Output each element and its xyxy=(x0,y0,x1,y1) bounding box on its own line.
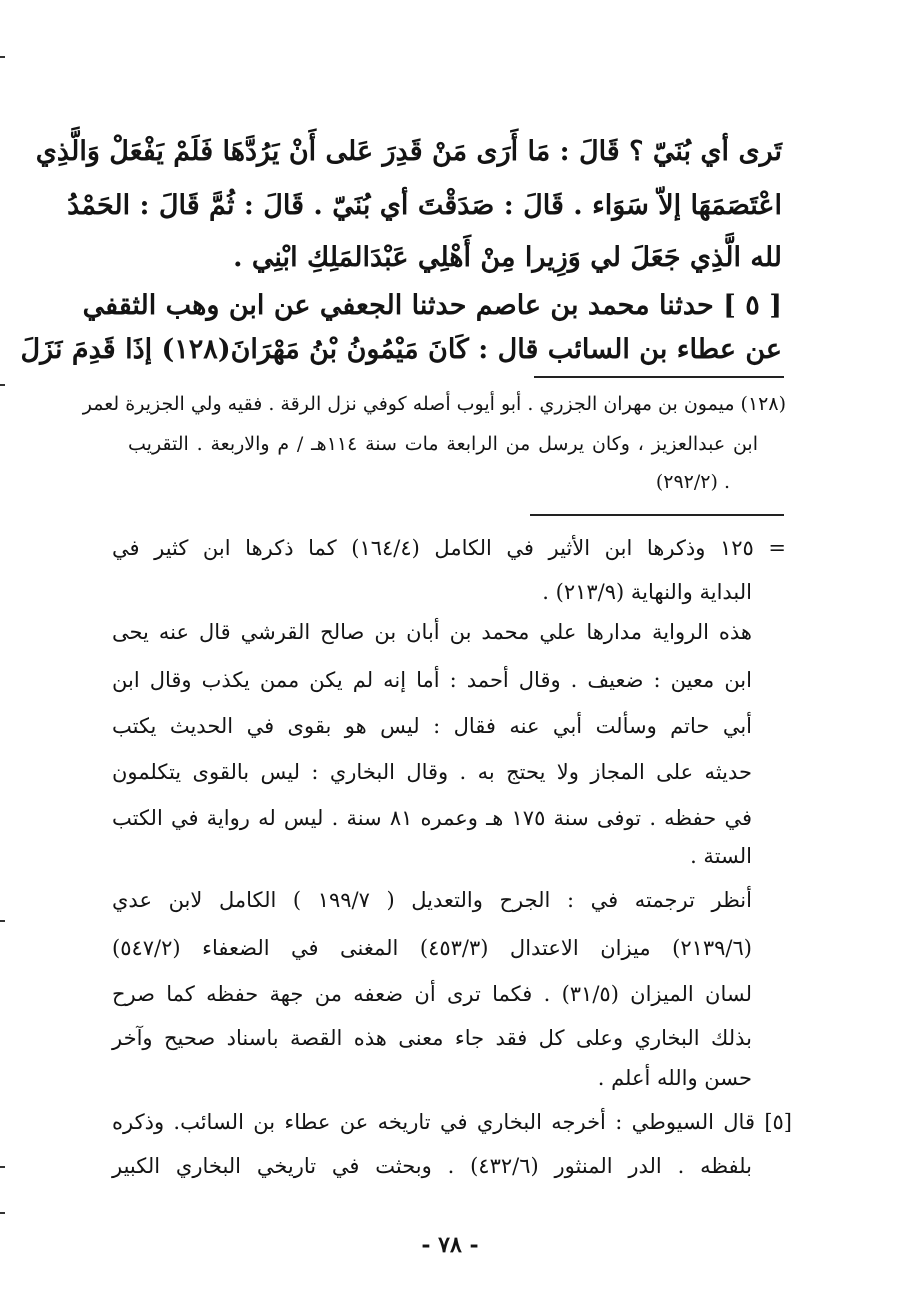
commentary-line: [٥] قال السيوطي : أخرجه البخاري في تاريخه عن عطاء بن السائب. وذكره xyxy=(112,1110,792,1134)
main-text-line: تَرى أي بُنَيّ ؟ قَالَ : مَا أَرَى مَنْ قَدِرَ عَلى أَنْ يَرُدَّهَا فَلَمْ يَفْعَلْ وَالَّذِي xyxy=(35,136,782,167)
footnote-line: ابن عبدالعزيز ، وكان يرسل من الرابعة مات سنة ١١٤هـ / م والاربعة . التقريب xyxy=(128,433,758,455)
narration-line: [ ٥ ] حدثنا محمد بن عاصم حدثنا الجعفي عن ابن وهب الثقفي xyxy=(82,290,782,321)
narration-line: عن عطاء بن السائب قال : كَانَ مَيْمُونُ بْنُ مَهْرَانَ(١٢٨) إذَا قَدِمَ نَزَلَ xyxy=(20,334,782,365)
main-text-line: لله الَّذِي جَعَلَ لي وَزِيرا مِنْ أَهْلِي عَبْدَالمَلِكِ ابْنِي . xyxy=(233,242,782,273)
commentary-line: حديثه على المجاز ولا يحتج به . وقال البخاري : ليس بالقوى يتكلمون xyxy=(112,760,752,784)
commentary-line: ابن معين : ضعيف . وقال أحمد : أما إنه لم يكن ممن يكذب وقال ابن xyxy=(112,668,752,692)
footnote-line: (٢٩٢/٢) . xyxy=(655,471,730,493)
commentary-line: بلفظه . الدر المنثور (٤٣٢/٦) . وبحثت في تاريخي البخاري الكبير xyxy=(112,1154,752,1178)
scan-mark xyxy=(0,1166,5,1168)
scan-mark xyxy=(0,384,5,386)
commentary-line: أبي حاتم وسألت أبي عنه فقال : ليس هو بقوى في الحديث يكتب xyxy=(112,714,752,738)
scan-mark xyxy=(0,920,5,922)
commentary-line: بذلك البخاري وعلى كل فقد جاء معنى هذه القصة باسناد صحيح وآخر xyxy=(112,1026,752,1050)
main-text-line: اعْتَصَمَهَا إلاّ سَوَاء . قَالَ : صَدَقْتَ أي بُنَيّ . قَالَ : ثُمَّ قَالَ : الحَمْدُ xyxy=(67,190,782,221)
commentary-line: أنظر ترجمته في : الجرح والتعديل ( ١٩٩/٧ ) الكامل لابن عدي xyxy=(112,888,752,912)
footnote-line: (١٢٨) ميمون بن مهران الجزري . أبو أيوب أصله كوفي نزل الرقة . فقيه ولي الجزيرة لعمر xyxy=(82,393,786,415)
scan-mark xyxy=(0,1212,5,1214)
commentary-line: البداية والنهاية (٢١٣/٩) . xyxy=(542,580,752,604)
page-number: - ٧٨ - xyxy=(421,1232,479,1258)
commentary-line: = ١٢٥ وذكرها ابن الأثير في الكامل (١٦٤/٤) كما ذكرها ابن كثير في xyxy=(112,536,786,560)
commentary-line: هذه الرواية مدارها علي محمد بن أبان بن صالح القرشي قال عنه يحى xyxy=(112,620,752,644)
commentary-line: (٢١٣٩/٦) ميزان الاعتدال (٤٥٣/٣) المغنى في الضعفاء (٥٤٧/٢) xyxy=(112,936,752,960)
scan-mark xyxy=(0,56,5,58)
commentary-line: حسن والله أعلم . xyxy=(597,1066,752,1090)
footnote-divider xyxy=(534,376,784,378)
commentary-divider xyxy=(530,514,784,516)
commentary-line: في حفظه . توفى سنة ١٧٥ هـ وعمره ٨١ سنة . ليس له رواية في الكتب xyxy=(112,806,752,830)
commentary-line: الستة . xyxy=(690,844,752,868)
commentary-line: لسان الميزان (٣١/٥) . فكما ترى أن ضعفه من جهة حفظه كما صرح xyxy=(112,982,752,1006)
